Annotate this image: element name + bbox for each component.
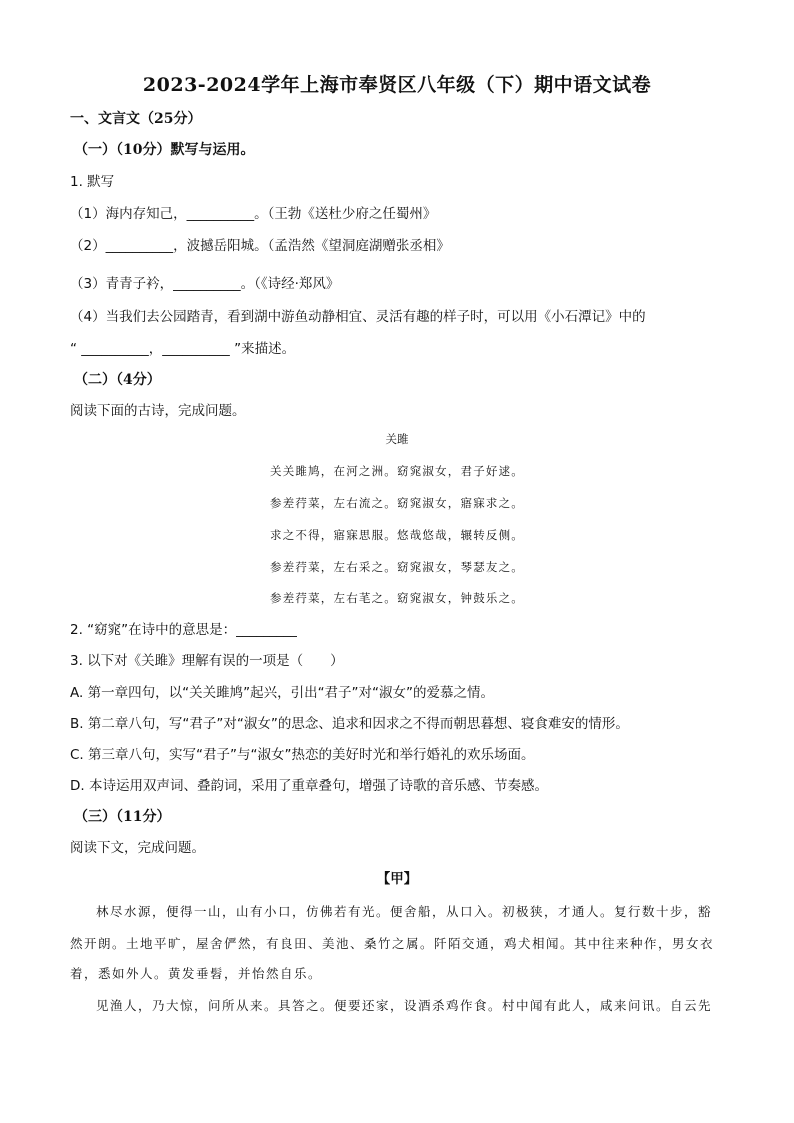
section-heading-classical-chinese: 一、文言文（25分） — [70, 111, 202, 127]
passage-line: 然开朗。土地平旷，屋舍俨然，有良田、美池、桑竹之属。阡陌交通，鸡犬相闻。其中往来种作，男女衣 — [70, 936, 715, 951]
poem-line: 参差荇菜，左右流之。窈窕淑女，寤寐求之。 — [270, 496, 524, 510]
question-1-4-blanks: “ __________，__________ ”来描述。 — [70, 341, 296, 357]
question-1-1: （1）海内存知己，__________。（王勃《送杜少府之任蜀州》 — [70, 206, 437, 222]
passage-line: 着，悉如外人。黄发垂髫，并怡然自乐。 — [70, 966, 323, 981]
question-1-2: （2）__________，波撼岳阳城。（孟浩然《望洞庭湖赠张丞相》 — [70, 238, 450, 254]
question-3: 3. 以下对《关雎》理解有误的一项是（ ） — [70, 653, 344, 669]
part-heading-3: （三）（11分） — [74, 809, 171, 825]
part-3-intro: 阅读下文，完成问题。 — [70, 840, 205, 856]
poem-line: 参差荇菜，左右采之。窈窕淑女，琴瑟友之。 — [270, 560, 524, 574]
poem-line: 关关雎鸠，在河之洲。窈窕淑女，君子好逑。 — [270, 464, 524, 478]
question-1: 1. 默写 — [70, 174, 115, 190]
part-heading-2: （二）（4分） — [74, 372, 161, 388]
option-a: A. 第一章四句，以“关关雎鸠”起兴，引出“君子”对“淑女”的爱慕之情。 — [70, 685, 495, 701]
poem-line: 参差荇菜，左右芼之。窈窕淑女，钟鼓乐之。 — [270, 591, 524, 605]
option-d: D. 本诗运用双声词、叠韵词，采用了重章叠句，增强了诗歌的音乐感、节奏感。 — [70, 778, 548, 794]
option-c: C. 第三章八句，实写“君子”与“淑女”热恋的美好时光和举行婚礼的欢乐场面。 — [70, 747, 535, 763]
question-2: 2. “窈窕”在诗中的意思是：_________ — [70, 622, 297, 638]
part-heading-1: （一）（10分）默写与运用。 — [74, 142, 255, 158]
passage-line: 见渔人，乃大惊，问所从来。具答之。便要还家，设酒杀鸡作食。村中闻有此人，咸来问讯。自云先 — [96, 998, 713, 1013]
option-b: B. 第二章八句，写“君子”对“淑女”的思念、追求和因求之不得而朝思暮想、寝食难安的情形。 — [70, 716, 629, 732]
poem-title: 关雎 — [385, 432, 409, 446]
poem-line: 求之不得，寤寐思服。悠哉悠哉，辗转反侧。 — [270, 528, 524, 542]
question-1-4: （4）当我们去公园踏青，看到湖中游鱼动静相宜、灵活有趣的样子时，可以用《小石潭记》中的 — [70, 309, 646, 325]
question-1-3: （3）青青子衿，__________。（《诗经·郑风》 — [70, 276, 340, 292]
part-2-intro: 阅读下面的古诗，完成问题。 — [70, 403, 246, 419]
passage-jia-heading: 【甲】 — [376, 871, 418, 887]
page-title: 2023-2024学年上海市奉贤区八年级（下）期中语文试卷 — [142, 74, 652, 96]
passage-line: 林尽水源，便得一山，山有小口，仿佛若有光。便舍船，从口入。初极狭，才通人。复行数十步，豁 — [96, 904, 713, 919]
